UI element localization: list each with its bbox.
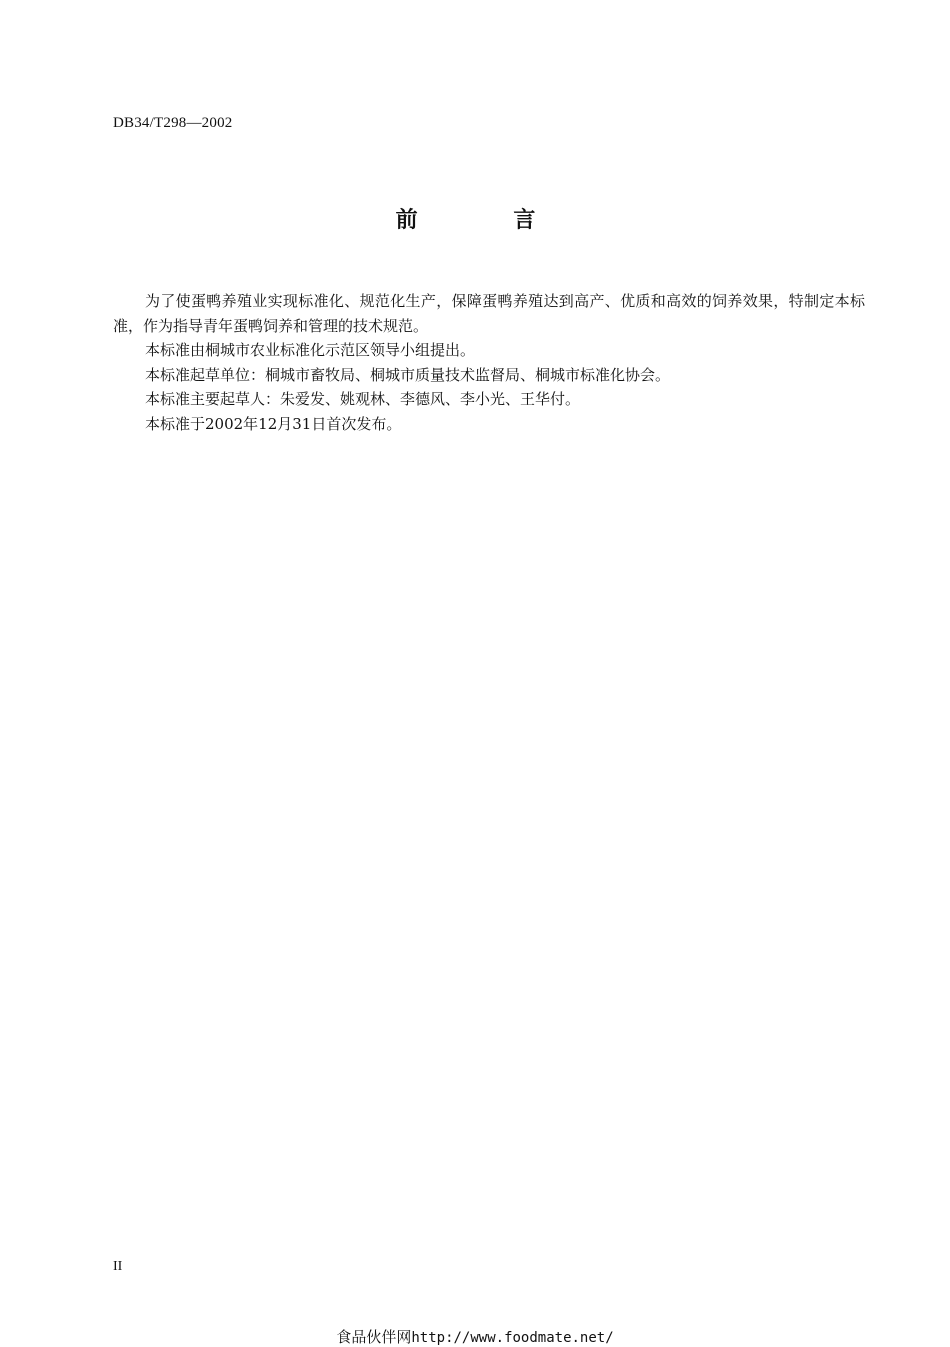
paragraph-release-date: 本标准于2002年12月31日首次发布。 <box>145 414 402 433</box>
paragraph-purpose: 为了使蛋鸭养殖业实现标准化、规范化生产，保障蛋鸭养殖达到高产、优质和高效的饲养效果，特制定本标准，作为指导青年蛋鸭饲养和管理的技术规范。 <box>113 292 865 335</box>
paragraph-proposer: 本标准由桐城市农业标准化示范区领导小组提出。 <box>145 341 476 359</box>
page-number: II <box>113 1259 123 1274</box>
standard-code: DB34/T298—2002 <box>113 115 233 131</box>
document-body <box>113 289 865 436</box>
watermark-site-name: 食品伙伴网 <box>336 1328 412 1346</box>
page-title: 前 言 <box>395 208 580 233</box>
paragraph-drafters: 本标准主要起草人：朱爱发、姚观林、李德风、李小光、王华付。 <box>145 390 581 408</box>
paragraph-drafting-units: 本标准起草单位：桐城市畜牧局、桐城市质量技术监督局、桐城市标准化协会。 <box>145 365 671 384</box>
watermark-url[interactable]: http://www.foodmate.net/ <box>411 1330 614 1346</box>
